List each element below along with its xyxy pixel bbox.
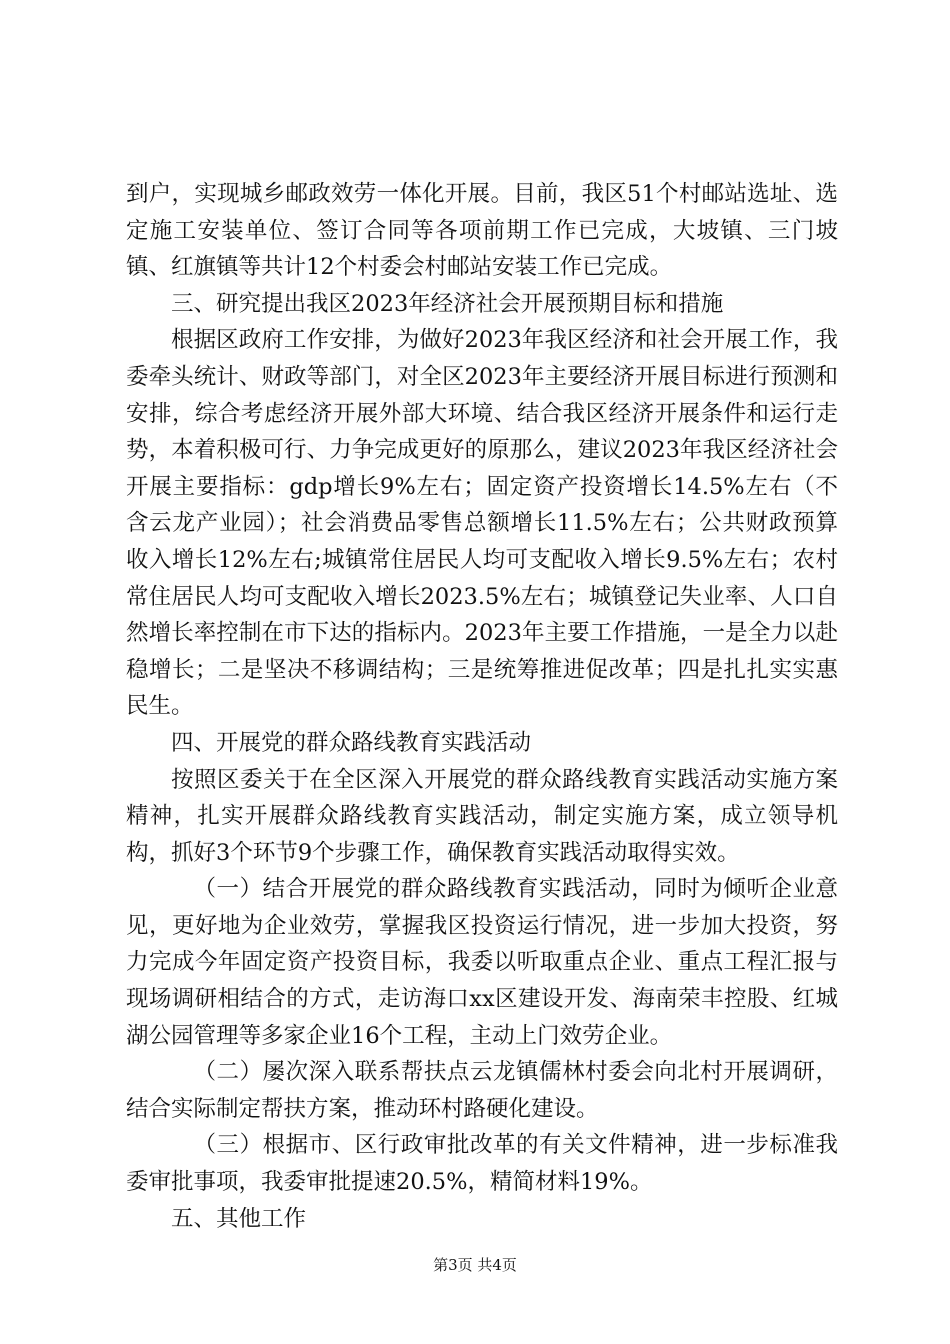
paragraph-item-2: （二）屡次深入联系帮扶点云龙镇儒林村委会向北村开展调研，结合实际制定帮扶方案，推动环村路硬化建设。 xyxy=(126,1059,838,1122)
paragraph-continuation: 到户，实现城乡邮政效劳一体化开展。目前，我区51个村邮站选址、选定施工安装单位、签订合同等各项前期工作已完成，大坡镇、三门坡镇、红旗镇等共计12个村委会村邮站安装工作已完成。 xyxy=(126,181,838,281)
section-heading-4: 四、开展党的群众路线教育实践活动 xyxy=(171,729,532,756)
section-heading-3: 三、研究提出我区2023年经济社会开展预期目标和措施 xyxy=(171,290,724,317)
paragraph-economic-targets: 根据区政府工作安排，为做好2023年我区经济和社会开展工作，我委牵头统计、财政等部门，对全区2023年主要经济开展目标进行预测和安排，综合考虑经济开展外部大环境、结合我区经济开展条件和运行走势，本着积极可行、力争完成更好的原那么，建议2023年我区经济社会开展主要指标：gdp增长9%左右；固定资产投资增长14.5%左右（不含云龙产业园）；社会消费品零售总额增长11.5%左右；公共财政预算收入增长12%左右;城镇常住居民人均可支配收入增长9.5%左右；农村常住居民人均可支配收入增长2023.5%左右；城镇登记失业率、人口自然增长率控制在市下达的指标内。2023年主要工作措施，一是全力以赴稳增长；二是坚决不移调结构；三是统筹推进促改革；四是扎扎实实惠民生。 xyxy=(126,327,838,720)
paragraph-item-1: （一）结合开展党的群众路线教育实践活动，同时为倾听企业意见，更好地为企业效劳，掌握我区投资运行情况，进一步加大投资，努力完成今年固定资产投资目标，我委以听取重点企业、重点工程汇报与现场调研相结合的方式，走访海口xx区建设开发、海南荣丰控股、红城湖公园管理等多家企业16个工程，主动上门效劳企业。 xyxy=(126,876,838,1049)
document-body xyxy=(126,176,838,1237)
section-heading-5: 五、其他工作 xyxy=(171,1205,307,1232)
paragraph-mass-line-activity: 按照区委关于在全区深入开展党的群众路线教育实践活动实施方案精神，扎实开展群众路线教育实践活动，制定实施方案，成立领导机构，抓好3个环节9个步骤工作，确保教育实践活动取得实效。 xyxy=(126,766,838,866)
paragraph-item-3: （三）根据市、区行政审批改革的有关文件精神，进一步标准我委审批事项，我委审批提速20.5%，精简材料19%。 xyxy=(126,1132,838,1196)
page-number-footer: 第3页 共4页 xyxy=(433,1256,517,1274)
